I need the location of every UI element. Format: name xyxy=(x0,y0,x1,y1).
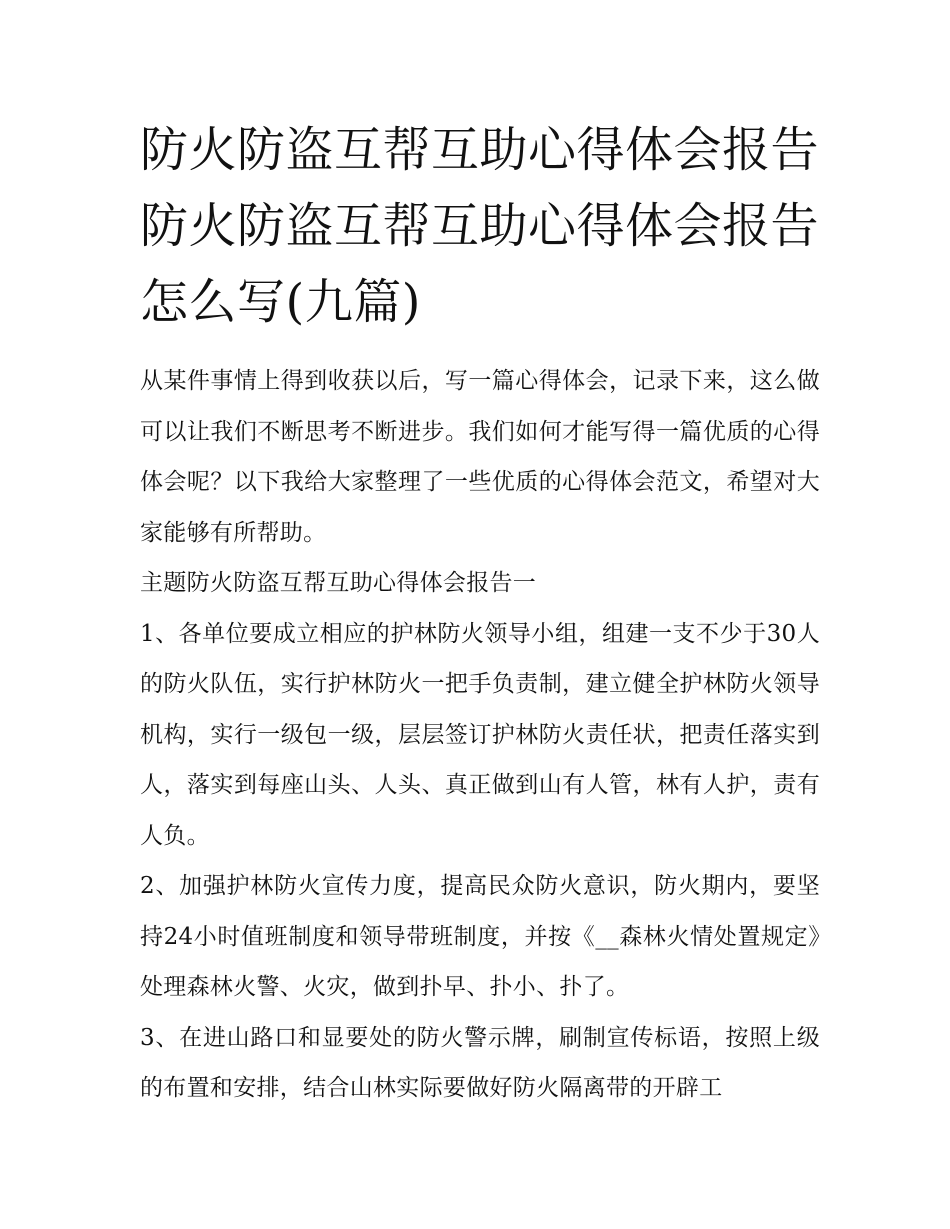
section-heading: 主题防火防盗互帮互助心得体会报告一 xyxy=(140,570,537,596)
list-item-2: 2、加强护林防火宣传力度，提高民众防火意识，防火期内，要坚持24小时值班制度和领导带班制度，并按《__森林火情处置规定》处理森林火警、火灾，做到扑早、扑小、扑了。 xyxy=(140,873,820,1000)
intro-paragraph: 从某件事情上得到收获以后，写一篇心得体会，记录下来，这么做可以让我们不断思考不断进步。我们如何才能写得一篇优质的心得体会呢？以下我给大家整理了一些优质的心得体会范文，希望对大家能够有所帮助。 xyxy=(140,368,820,546)
list-item-3: 3、在进山路口和显要处的防火警示牌，刷制宣传标语，按照上级的布置和安排，结合山林实际要做好防火隔离带的开辟工 xyxy=(140,1024,820,1101)
document-title: 防火防盗互帮互助心得体会报告 防火防盗互帮互助心得体会报告怎么写(九篇) xyxy=(140,122,820,330)
list-item-1: 1、各单位要成立相应的护林防火领导小组，组建一支不少于30人的防火队伍，实行护林防火一把手负责制，建立健全护林防火领导机构，实行一级包一级，层层签订护林防火责任状，把责任落实到人，落实到每座山头、人头、真正做到山有人管，林有人护，责有人负。 xyxy=(140,620,820,849)
document-body xyxy=(140,356,820,1114)
